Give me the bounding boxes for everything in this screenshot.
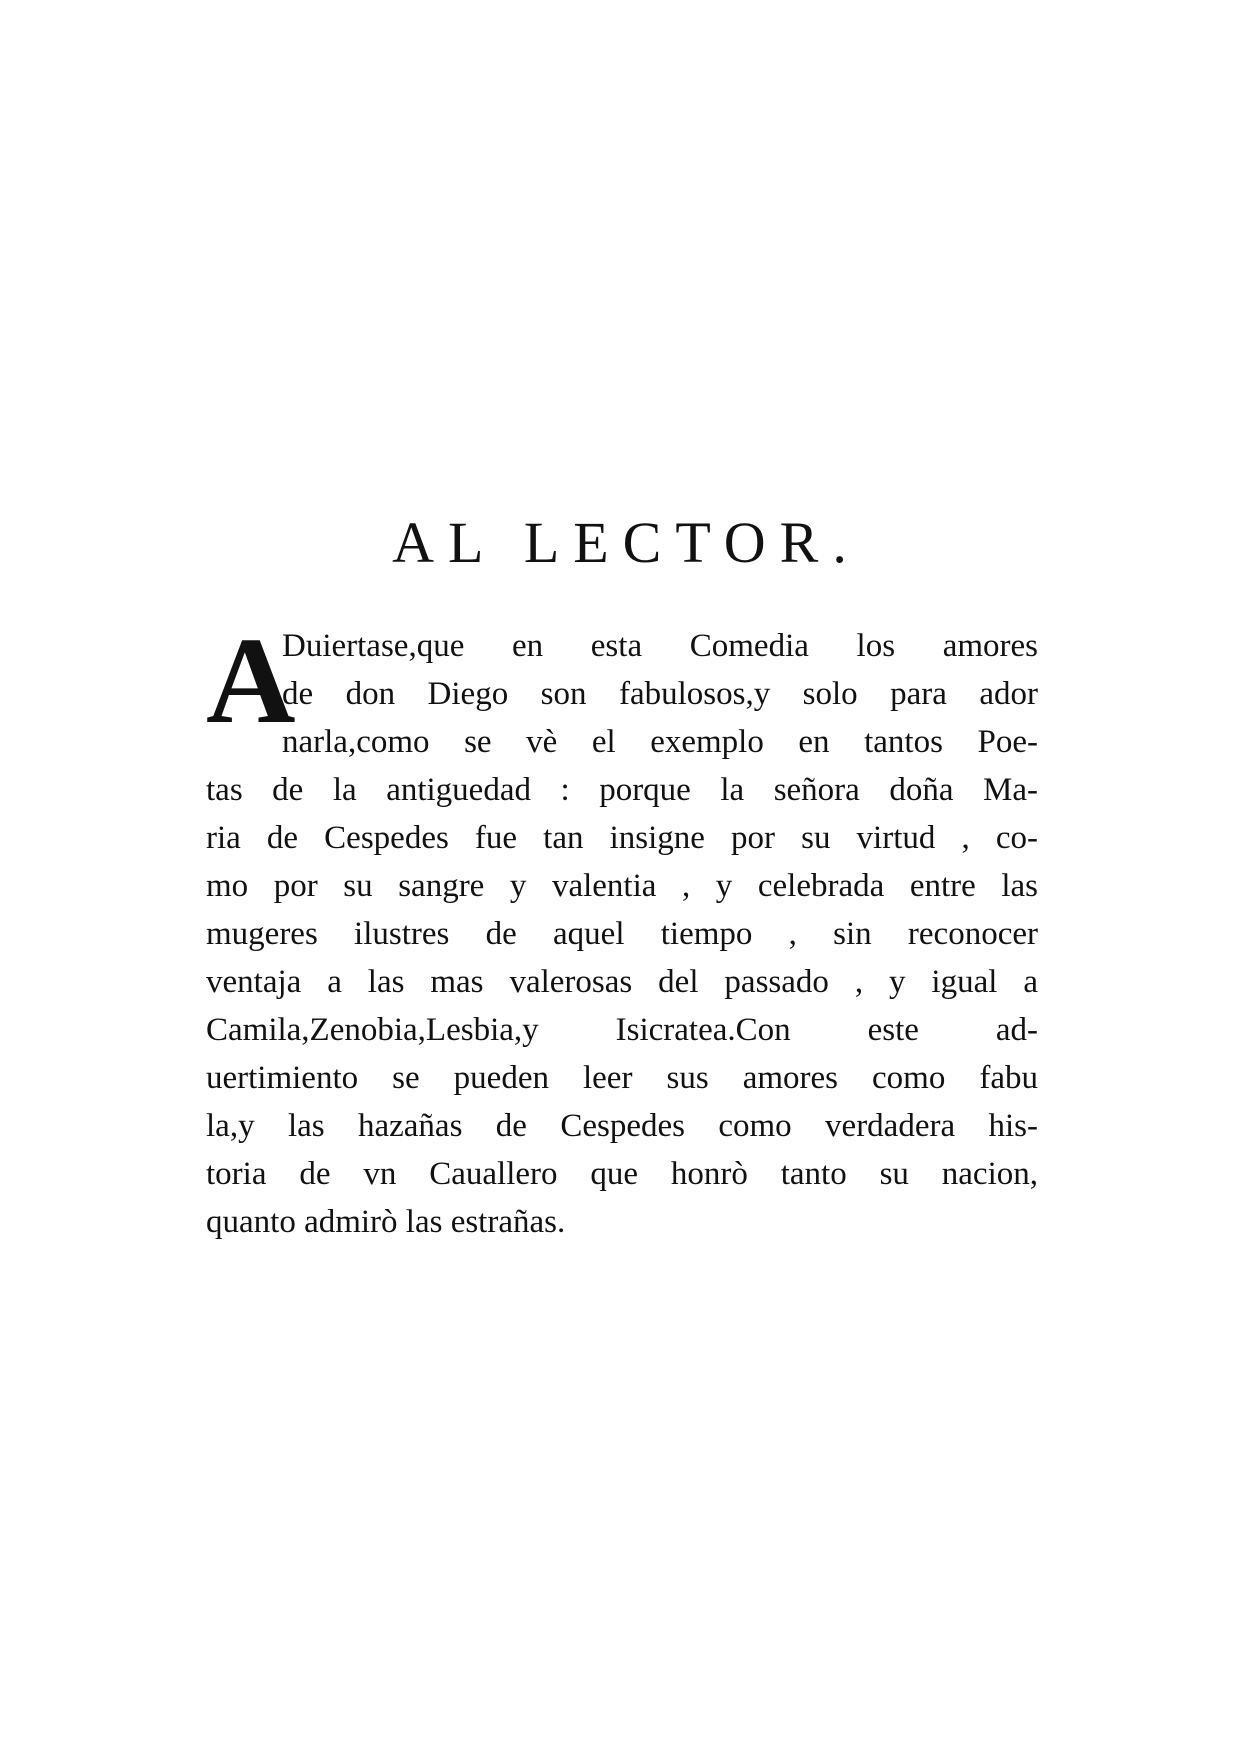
text-line: Camila,Zenobia,Lesbia,y Isicratea.Con este ad- [206, 1012, 1038, 1048]
text-line: de don Diego son fabulosos,y solo para ador [282, 676, 1038, 712]
text-line: Duiertase,que en esta Comedia los amores [282, 628, 1038, 664]
text-line: mo por su sangre y valentia , y celebrada entre las [206, 868, 1038, 904]
text-line: quanto admirò las estrañas. [206, 1204, 566, 1240]
text-line: narla,como se vè el exemplo en tantos Poe- [282, 724, 1038, 760]
text-line: ria de Cespedes fue tan insigne por su virtud , co- [206, 820, 1038, 856]
body-text [206, 612, 1038, 1246]
text-line: toria de vn Cauallero que honrò tanto su nacion, [206, 1156, 1038, 1192]
text-line: tas de la antiguedad : porque la señora doña Ma- [206, 772, 1038, 808]
text-line: mugeres ilustres de aquel tiempo , sin reconocer [206, 916, 1038, 952]
text-line: uertimiento se pueden leer sus amores como fabu [206, 1060, 1038, 1096]
drop-cap: A [206, 612, 296, 749]
text-line: la,y las hazañas de Cespedes como verdadera his- [206, 1108, 1038, 1144]
text-line: ventaja a las mas valerosas del passado , y igual a [206, 964, 1038, 1000]
page-title: AL LECTOR. [392, 510, 861, 575]
